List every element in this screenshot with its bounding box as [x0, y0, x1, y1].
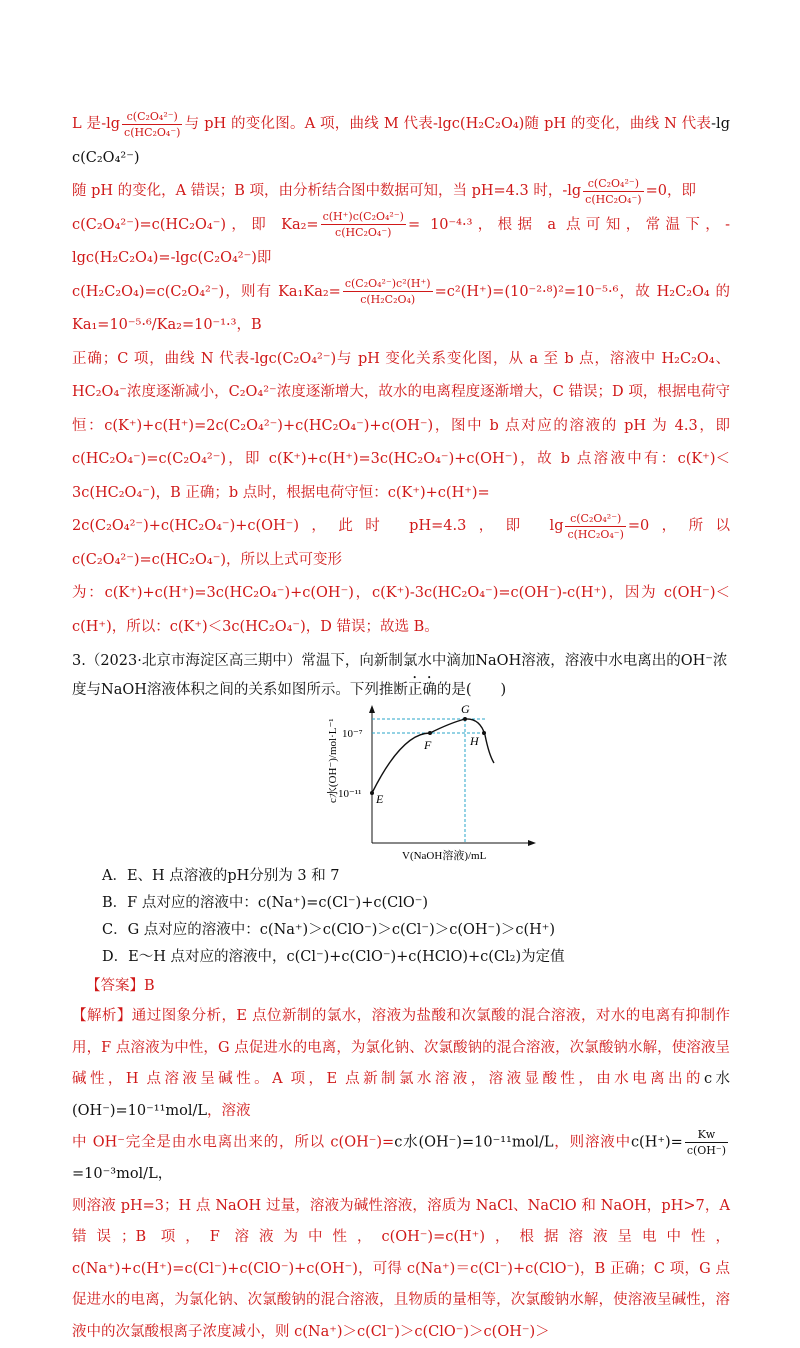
fraction-denominator: c(HC₂O₄⁻)	[122, 125, 182, 140]
formula-span: NaOH	[475, 653, 521, 669]
text-span: A．E、H 点溶液的	[102, 868, 227, 884]
prev-solution-line-2	[72, 175, 730, 209]
fraction-numerator: c(H⁺)c(C₂O₄²⁻)	[321, 209, 406, 225]
y-tick-top: 10⁻⁷	[342, 728, 363, 740]
y-tick-bottom: 10⁻¹¹	[338, 788, 361, 800]
text-span: c(H₂C₂O₄)=c(C₂O₄²⁻)，则有 Ka₁Ka₂=	[72, 284, 341, 300]
text-span: 的是( )	[437, 682, 506, 698]
y-axis-arrow	[369, 705, 375, 713]
fraction-denominator: c(H₂C₂O₄)	[343, 292, 433, 307]
option-a[interactable]	[102, 863, 730, 890]
curve-line	[372, 719, 494, 793]
fraction-denominator: c(HC₂O₄⁻)	[583, 192, 643, 207]
point-g	[463, 717, 467, 721]
text-span: 浓	[713, 653, 728, 669]
text-span: 溶液，溶液中水电离出的	[521, 653, 681, 669]
fraction	[321, 209, 406, 240]
text-span: 度与	[72, 682, 101, 698]
x-axis-arrow	[528, 840, 536, 846]
prev-solution-line-3	[72, 209, 730, 276]
prev-solution-line-10: 为：c(K⁺)+c(H⁺)=3c(HC₂O₄⁻)+c(OH⁻)，c(K⁺)-3c(HC₂O₄⁻)=c(OH⁻)-c(H⁺)，因为 c(OH⁻)＜c(H⁺)，所以：c(K⁺)＜3c(HC₂O₄⁻)，D 错误；故选 B。	[72, 577, 730, 644]
formula-span: -lg c(C₂O₄²⁻)	[72, 116, 730, 166]
label-h: H	[469, 734, 480, 748]
label-g: G	[461, 703, 470, 716]
fraction	[343, 276, 433, 307]
answer-label: 【答案】B	[86, 971, 730, 1001]
text-span: ，溶液	[207, 1103, 251, 1119]
text-span: 3.（2023·北京市海淀区高三期中）常温下，向新制氯水中滴加	[72, 653, 475, 669]
text-span: ，则溶液中	[553, 1135, 630, 1151]
prev-solution-paragraph: 正确；C 项，曲线 N 代表-lgc(C₂O₄²⁻)与 pH 变化关系变化图，从 a 至 b 点，溶液中 H₂C₂O₄、HC₂O₄⁻浓度逐渐减小，C₂O₄²⁻浓度逐渐增大，故水的电离程度逐渐增大，C 错误；D 项，根据电荷守恒：c(K⁺)+c(H⁺)=2c(C₂O₄²⁻)+c(HC₂O₄⁻)+c(OH⁻)，图中 b 点对应的溶液的 pH 为 4.3，即 c(HC₂O₄⁻)=c(C₂O₄²⁻)，即 c(K⁺)+c(H⁺)=3c(HC₂O₄⁻)+c(OH⁻)，故 b 点溶液中有：c(K⁺)＜3c(HC₂O₄⁻)，B 正确；b 点时，根据电荷守恒：c(K⁺)+c(H⁺)=	[72, 343, 730, 511]
fraction	[565, 511, 625, 542]
formula-span: c水(OH⁻)=10⁻¹¹mol/L	[394, 1135, 553, 1151]
explanation-paragraph-2	[72, 1127, 730, 1191]
formula-span: NaOH	[101, 682, 147, 698]
fraction	[583, 176, 643, 207]
x-axis-label: V(NaOH溶液)/mL	[402, 848, 487, 862]
point-e	[370, 791, 374, 795]
explanation-paragraph-1	[72, 1001, 730, 1127]
question-stem	[72, 648, 730, 703]
fraction-numerator: Kw	[685, 1127, 728, 1143]
fraction-numerator: c(C₂O₄²⁻)	[583, 176, 643, 192]
fraction-numerator: c(C₂O₄²⁻)	[565, 511, 625, 527]
text-span: 2c(C₂O₄²⁻)+c(HC₂O₄⁻)+c(OH⁻)，此时 pH=4.3，即 lg	[72, 518, 563, 534]
explanation-paragraph-3: 则溶液 pH=3；H 点 NaOH 过量，溶液为碱性溶液，溶质为 NaCl、NaClO 和 NaOH，pH>7，A 错误；B 项，F 溶液为中性，c(OH⁻)=c(H⁺)，根据溶液呈电中性，c(Na⁺)+c(H⁺)=c(Cl⁻)+c(ClO⁻)+c(OH⁻)，可得 c(Na⁺)＝c(Cl⁻)+c(ClO⁻)，B 正确；C 项，G 点促进水的电离，为氯化钠、次氯酸钠的混合溶液，且物质的量相等，次氯酸钠水解，使溶液呈碱性，溶液中的次氯酸根离子浓度减小，则 c(Na⁺)＞c(Cl⁻)＞c(ClO⁻)＞c(OH⁻)＞	[72, 1191, 730, 1348]
option-b[interactable]: B．F 点对应的溶液中：c(Na⁺)=c(Cl⁻)+c(ClO⁻)	[102, 890, 730, 917]
fraction-numerator: c(C₂O₄²⁻)c²(H⁺)	[343, 276, 433, 292]
text-span: L 是-lg	[72, 116, 120, 132]
text-span: 【解析】通过图象分析，E 点位新制的氯水，溶液为盐酸和次氯酸的混合溶液，对水的电离有抑制作用，F 点溶液为中性，G 点促进水的电离，为氯化钠、次氯酸钠的混合溶液，次氯酸钠水解，使溶液呈碱性，H 点溶液呈碱性。A 项，E 点新制氯水溶液，溶液显酸性，由水电离出的	[72, 1008, 730, 1087]
text-span: 中 OH⁻完全是由水电离出来的，所以 c(OH⁻)=	[72, 1135, 394, 1151]
option-c[interactable]: C．G 点对应的溶液中：c(Na⁺)＞c(ClO⁻)＞c(Cl⁻)＞c(OH⁻)＞c(H⁺)	[102, 917, 730, 944]
text-span: 分别为 3 和 7	[249, 868, 339, 884]
text-span: =0，所以 c(C₂O₄²⁻)=c(HC₂O₄⁻)，所以上式可变形	[72, 518, 730, 568]
y-axis-label: c水(OH⁻)/mol·L⁻¹	[325, 718, 339, 803]
chart-svg	[72, 703, 730, 863]
fraction-denominator: c(OH⁻)	[685, 1143, 728, 1158]
prev-solution-line-1	[72, 108, 730, 175]
option-d[interactable]: D．E～H 点对应的溶液中，c(Cl⁻)+c(ClO⁻)+c(HClO)+c(Cl₂)为定值	[102, 944, 730, 971]
point-h	[482, 731, 486, 735]
page-content	[72, 108, 730, 1348]
text-span: =c²(H⁺)=(10⁻²·⁸)²=10⁻⁵·⁶，故 H₂C₂O₄ 的 Ka₁=10⁻⁵·⁶/Ka₂=10⁻¹·³，B	[72, 284, 730, 334]
text-span: =0，即	[646, 183, 696, 199]
text-span: 随 pH 的变化，A 错误；B 项，由分析结合图中数据可知，当 pH=4.3 时，-lg	[72, 183, 581, 199]
prev-solution-line-4	[72, 276, 730, 343]
fraction-denominator: c(HC₂O₄⁻)	[565, 527, 625, 542]
text-span: 与 pH 的变化图。A 项，曲线 M 代表-lgc(H₂C₂O₄)随 pH 的变化，曲线 N 代表	[184, 116, 711, 132]
formula-span: c(H⁺)=	[631, 1135, 683, 1151]
formula-span: =10⁻³mol/L，	[72, 1166, 172, 1182]
formula-span: c水(OH⁻)=10⁻¹¹mol/L	[72, 1071, 730, 1119]
fraction-denominator: c(HC₂O₄⁻)	[321, 225, 406, 240]
formula-span: OH⁻	[681, 653, 713, 669]
chart	[72, 703, 730, 863]
fraction-numerator: c(C₂O₄²⁻)	[122, 109, 182, 125]
label-f: F	[423, 738, 432, 752]
label-e: E	[375, 792, 384, 806]
text-span: c(C₂O₄²⁻)=c(HC₂O₄⁻)，即 Ka₂=	[72, 217, 319, 233]
fraction	[122, 109, 182, 140]
text-span: 溶液体积之间的关系如图所示。下列推断	[147, 682, 408, 698]
formula-span: pH	[227, 868, 249, 884]
point-f	[428, 731, 432, 735]
prev-solution-line-9	[72, 510, 730, 577]
text-span: = 10⁻⁴·³，根据 a 点可知，常温下，-lgc(H₂C₂O₄)=-lgc(C₂O₄²⁻)即	[72, 217, 730, 267]
emphasis-text: 正确	[408, 682, 437, 698]
